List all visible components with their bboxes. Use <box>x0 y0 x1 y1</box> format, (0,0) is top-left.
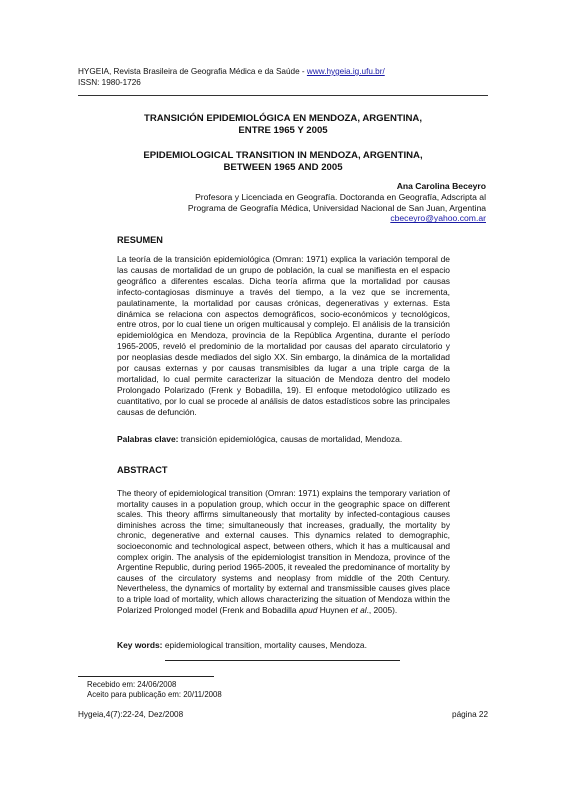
key-words <box>117 640 457 650</box>
author-email-link[interactable]: cbeceyro@yahoo.com.ar <box>390 213 486 224</box>
footer-citation: Hygeia,4(7):22-24, Dez/2008 <box>78 710 184 719</box>
resumen-heading: RESUMEN <box>117 235 163 245</box>
title-spanish <box>118 113 448 137</box>
journal-url-link[interactable]: www.hygeia.ig.ufu.br/ <box>306 67 385 76</box>
abstract-text <box>117 488 450 615</box>
issn: ISSN: 1980-1726 <box>78 77 141 87</box>
abstract-heading: ABSTRACT <box>117 465 168 475</box>
title-english <box>118 150 448 174</box>
abstract-text-main: The theory of epidemiological transition (Omran: 1971) explains the temporary variation of mortality causes in a population group, which occur in the geographic space on different scales. This theory affirms simultaneously that mortality by infected-contagious causes diminishes across the time; simultaneously that increases, gradually, the mortality by chronic, degenerative and external causes. This dynamics related to demographic, socioeconomic and technological aspect, between others, which it has a multicausal and complex origin. The analysis of the epidemiologist transition in Mendoza, province of the Argentine Republic, during period 1965-2005, it revealed the predominance of mortality by causes of the circulatory systems and neoplasy from middle of the 20th Century. Nevertheless, the dynamics of mortality by external and transmissible causes gives place to a triple load of mortality, which allows characterizing the situation of Mendoza within the Polarized Prolonged model (Frenk and Bobadilla <box>117 488 450 615</box>
header-divider <box>78 95 488 96</box>
title-spanish-line2: ENTRE 1965 Y 2005 <box>238 125 328 137</box>
abstract-apud: apud <box>298 604 318 615</box>
section-divider <box>165 660 400 661</box>
title-english-line2: BETWEEN 1965 AND 2005 <box>223 162 343 174</box>
title-spanish-line1: TRANSICIÓN EPIDEMIOLÓGICA EN MENDOZA, ARGENTINA, <box>143 113 423 124</box>
page-footer <box>78 710 488 719</box>
author-name: Ana Carolina Beceyro <box>396 181 486 191</box>
palabras-clave-label: Palabras clave: <box>117 434 179 444</box>
palabras-clave-text: transición epidemiológica, causas de mortalidad, Mendoza. <box>178 434 403 444</box>
abstract-text-end: ., 2005). <box>366 604 398 615</box>
journal-header <box>78 67 385 88</box>
author-block <box>86 181 486 224</box>
journal-title-line <box>78 67 385 78</box>
abstract-et-al: et al <box>350 604 367 615</box>
author-affiliation-line2: Programa de Geografía Médica, Universidad Nacional de San Juan, Argentina <box>187 202 486 213</box>
abstract-text-huynen: Huynen <box>317 604 351 615</box>
key-words-text: epidemiological transition, mortality causes, Mendoza. <box>162 640 367 650</box>
page-number: página 22 <box>452 710 488 719</box>
footnote-divider <box>78 676 214 677</box>
submission-notes <box>87 680 222 700</box>
author-affiliation-line1: Profesora y Licenciada en Geografía. Doctoranda en Geografía, Adscripta al <box>195 191 486 202</box>
title-english-line1: EPIDEMIOLOGICAL TRANSITION IN MENDOZA, ARGENTINA, <box>143 150 423 161</box>
journal-name: HYGEIA, Revista Brasileira de Geografia Médica e da Saúde - <box>78 67 307 76</box>
resumen-text: La teoría de la transición epidemiológica (Omran: 1971) explica la variación temporal de las causas de mortalidad de un grupo de población, la cual se manifiesta en el espacio geográfico a diferentes escalas. Dicha teoría afirma que la mortalidad por causas infecto-contagiosas disminuye a través del tiempo, a la vez que se incrementa, paulatinamente, la mortalidad por causas crónicas, degenerativas y externas. Esta dinámica se relaciona con aspectos demográficos, socio-económicos y tecnológicos, entre otros, por lo cual tiene un origen multicausal y complejo. El análisis de la transición epidemiológica en Mendoza, provincia de la República Argentina, durante el período 1965-2005, reveló el predominio de la mortalidad por causas del aparato circulatorio y por neoplasias desde mediados del siglo XX. Sin embargo, la dinámica de la mortalidad por causas externas y por causas transmisibles da lugar a una triple carga de la mortalidad, lo cual permite caracterizar la situación de Mendoza dentro del modelo Prolongado Polarizado (Frenk y Bobadilla, 19). El enfoque metodológico utilizado es cuantitativo, por lo cual se procede al análisis de datos estadísticos sobre las principales causas de defunción. <box>117 254 450 417</box>
received-date: Recebido em: 24/06/2008 <box>87 680 177 689</box>
key-words-label: Key words: <box>117 640 163 650</box>
palabras-clave <box>117 434 457 444</box>
accepted-date: Aceito para publicação em: 20/11/2008 <box>87 690 222 699</box>
